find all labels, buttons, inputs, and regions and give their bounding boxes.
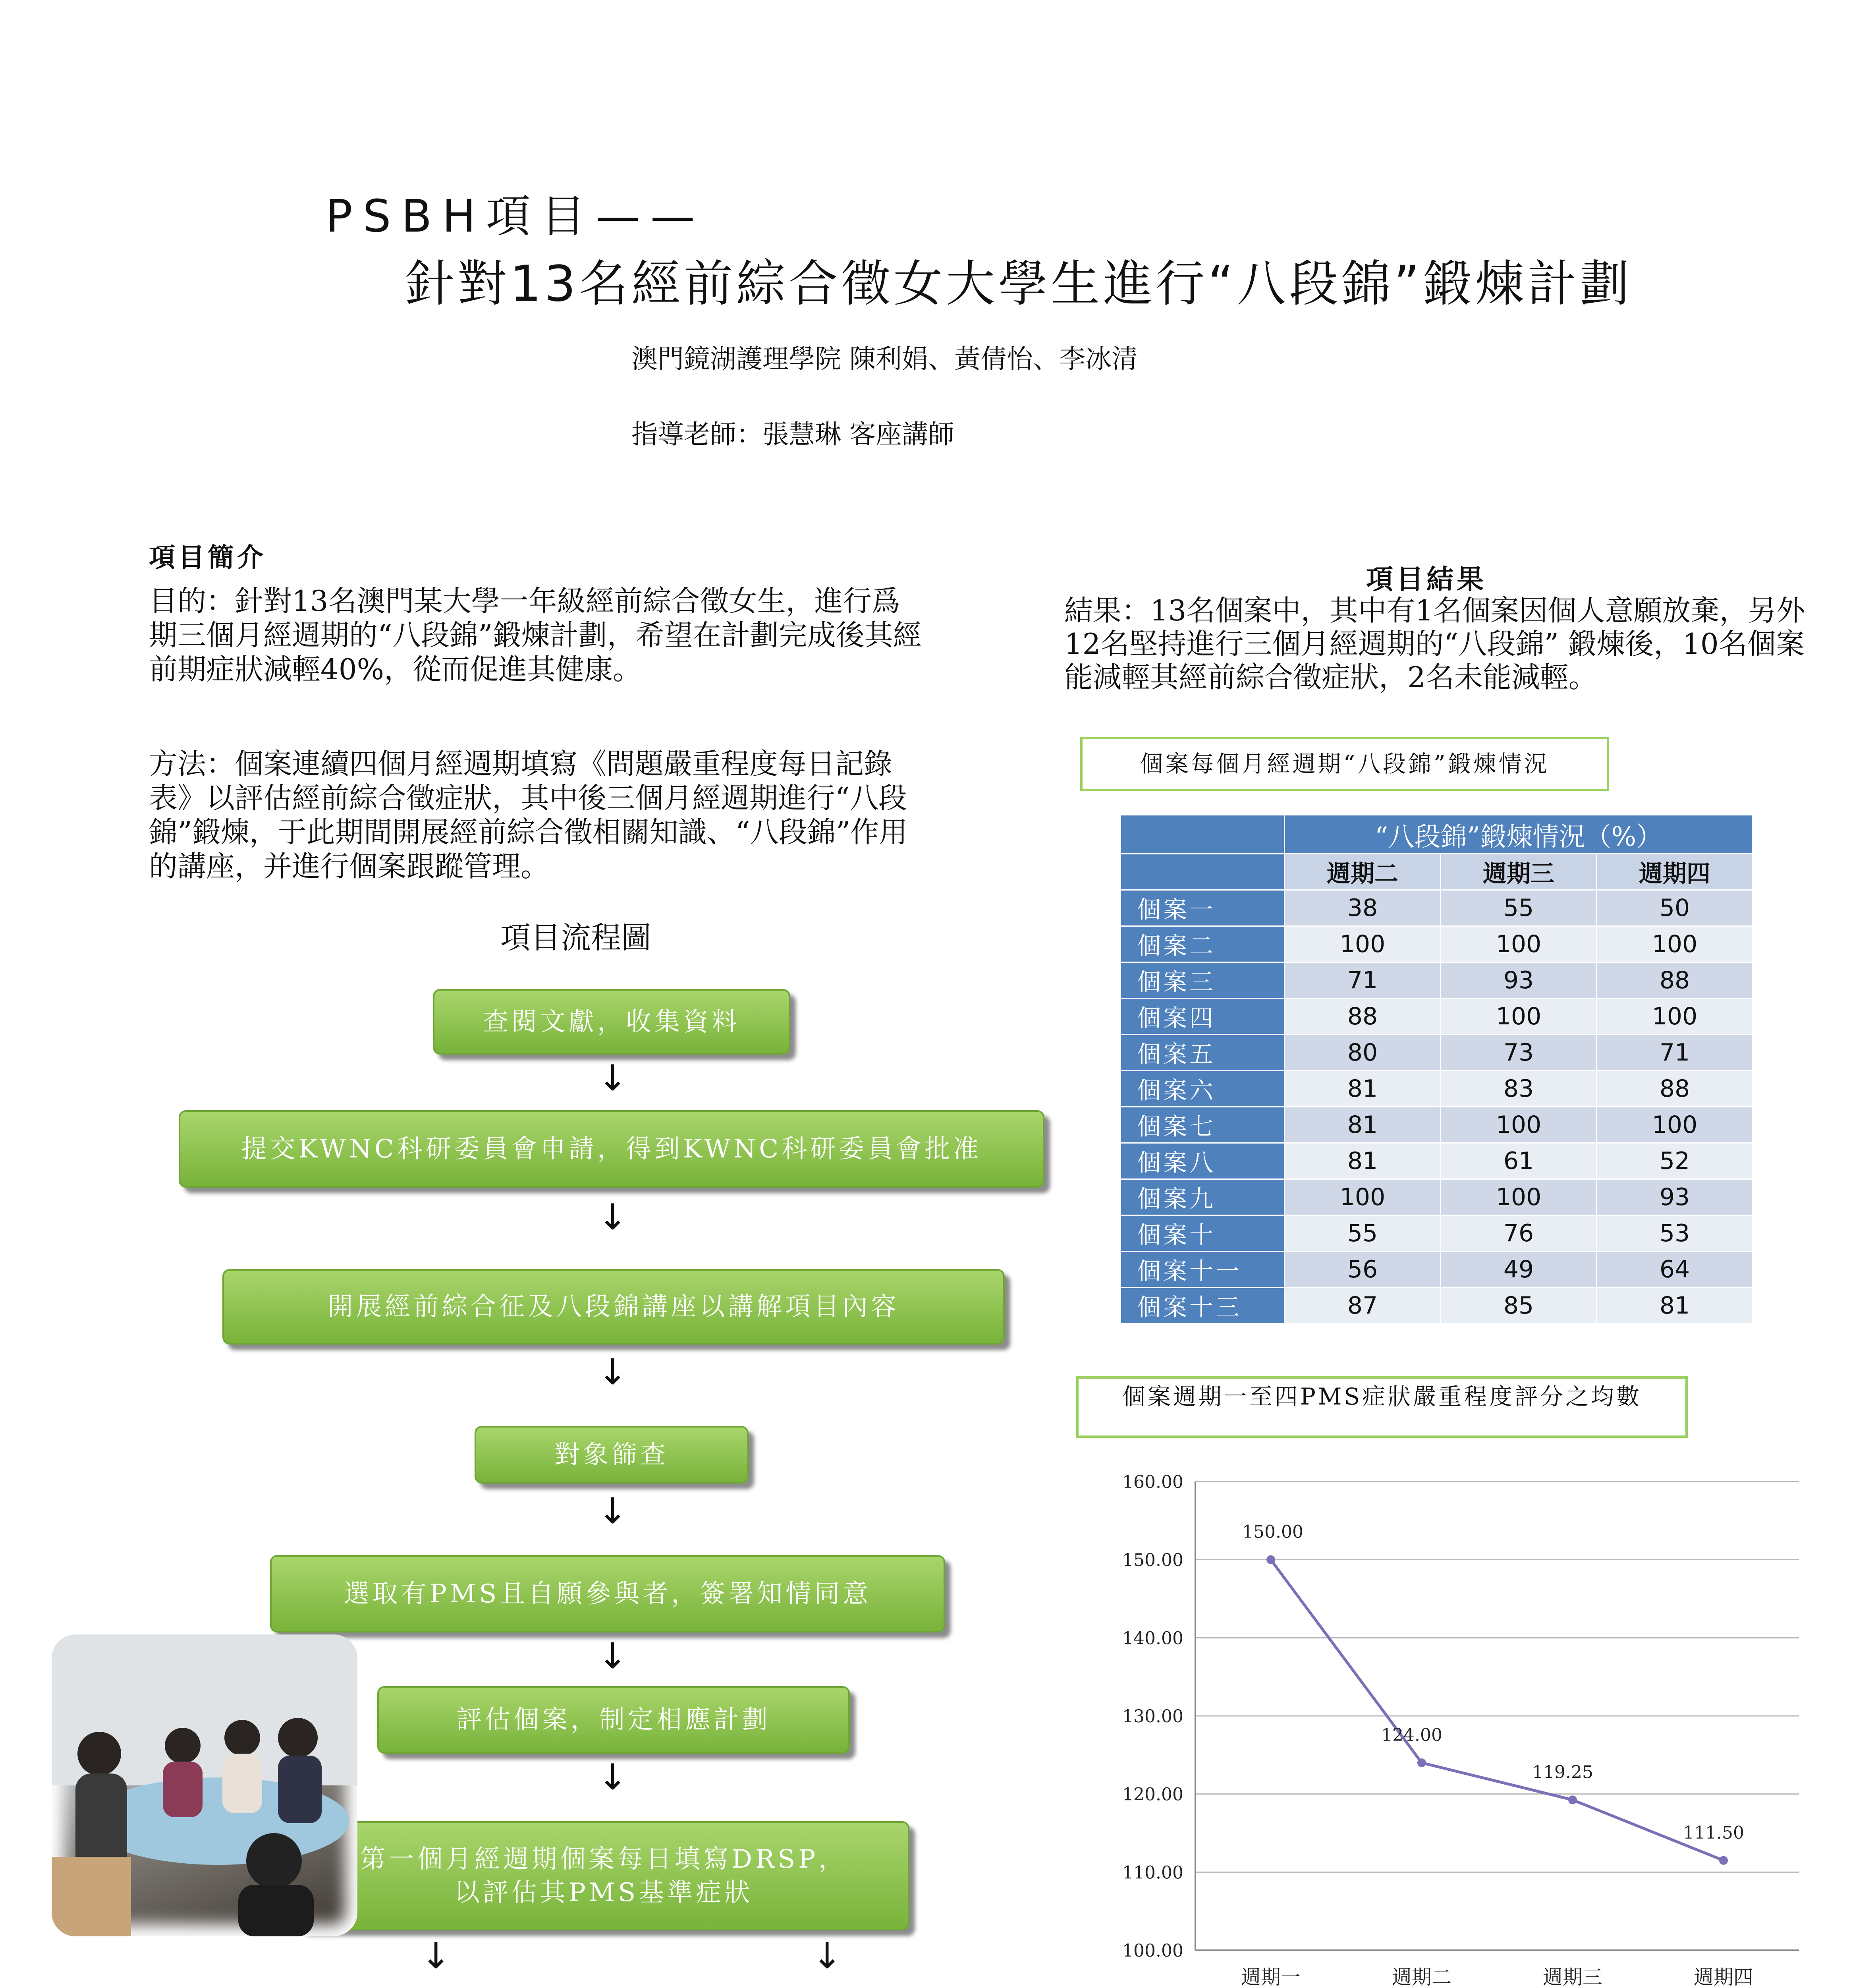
- table-cell: 100: [1597, 1107, 1753, 1143]
- row-label: 個案七: [1121, 1107, 1285, 1143]
- data-label: 124.00: [1381, 1725, 1442, 1745]
- flow-arrow: ↓: [598, 1635, 628, 1677]
- pms-line-chart: [1096, 1446, 1811, 1986]
- exercise-table: [1120, 814, 1753, 1324]
- title-line-2: 針對13名經前綜合徵女大學生進行“八段錦”鍛煉計劃: [405, 255, 1633, 313]
- flow-step-baseline-line1: 第一個月經週期個案每日填寫DRSP，: [360, 1844, 847, 1874]
- table-caption: 個案每個月經週期“八段錦”鍛煉情況: [1080, 737, 1609, 791]
- table-cell: 100: [1285, 926, 1441, 962]
- table-row: [1121, 1035, 1753, 1071]
- table-cell: 55: [1285, 1215, 1441, 1252]
- x-tick-label: 週期一: [1241, 1966, 1301, 1986]
- table-col-header: 週期三: [1441, 854, 1597, 890]
- table-row: [1121, 1252, 1753, 1288]
- table-cell: 88: [1285, 999, 1441, 1035]
- data-point: [1568, 1795, 1577, 1804]
- row-label: 個案十三: [1121, 1288, 1285, 1324]
- photo-meeting: [52, 1634, 357, 1936]
- table-col-header: 週期二: [1285, 854, 1441, 890]
- table-cell: 80: [1285, 1035, 1441, 1071]
- table-cell: 81: [1285, 1107, 1441, 1143]
- table-cell: 93: [1597, 1179, 1753, 1215]
- photo-meeting-figures: [52, 1634, 357, 1936]
- intro-purpose: 目的：針對13名澳門某大學一年級經前綜合徵女生，進行爲期三個月經週期的“八段錦”鍛煉計劃，希望在計劃完成後其經前期症狀減輕40%，從而促進其健康。: [149, 584, 922, 686]
- table-cell: 81: [1597, 1288, 1753, 1324]
- flow-step-lecture: 開展經前綜合征及八段錦講座以講解項目內容: [222, 1269, 1005, 1345]
- table-row: [1121, 962, 1753, 999]
- table-cell: 100: [1597, 926, 1753, 962]
- flow-step-screening: 對象篩查: [475, 1426, 749, 1484]
- flow-step-baseline: [298, 1821, 909, 1930]
- table-cell: 76: [1441, 1215, 1597, 1252]
- table-cell: 87: [1285, 1288, 1441, 1324]
- flow-arrow: ↓: [812, 1935, 842, 1977]
- flow-arrow: ↓: [598, 1196, 628, 1238]
- y-tick-label: 130.00: [1122, 1706, 1183, 1727]
- table-row: [1121, 926, 1753, 962]
- table-cell: 50: [1597, 890, 1753, 926]
- table-cell: 71: [1597, 1035, 1753, 1071]
- y-tick-label: 150.00: [1122, 1550, 1183, 1571]
- table-row: [1121, 1107, 1753, 1143]
- flow-arrow: ↓: [598, 1057, 628, 1099]
- table-corner-2: [1121, 854, 1285, 890]
- table-cell: 73: [1441, 1035, 1597, 1071]
- flow-step-committee: 提交KWNC科研委員會申請，得到KWNC科研委員會批准: [179, 1110, 1044, 1188]
- table-cell: 83: [1441, 1071, 1597, 1107]
- table-row: [1121, 999, 1753, 1035]
- table-cell: 55: [1441, 890, 1597, 926]
- table-row: [1121, 1288, 1753, 1324]
- table-row: [1121, 1143, 1753, 1179]
- flow-step-consent: 選取有PMS且自願參與者，簽署知情同意: [270, 1555, 945, 1632]
- table-cell: 100: [1441, 999, 1597, 1035]
- chart-caption: 個案週期一至四PMS症狀嚴重程度評分之均數: [1076, 1376, 1688, 1438]
- table-cell: 93: [1441, 962, 1597, 999]
- x-tick-label: 週期三: [1543, 1966, 1602, 1986]
- table-cell: 81: [1285, 1143, 1441, 1179]
- series-line: [1271, 1560, 1724, 1860]
- table-cell: 100: [1441, 926, 1597, 962]
- data-point: [1719, 1856, 1728, 1865]
- table-cell: 88: [1597, 962, 1753, 999]
- data-label: 119.25: [1532, 1762, 1593, 1783]
- authors: 澳門鏡湖護理學院 陳利娟、黃倩怡、李冰清: [631, 344, 1138, 374]
- flow-step-literature: 查閱文獻，收集資料: [433, 989, 790, 1055]
- row-label: 個案五: [1121, 1035, 1285, 1071]
- flow-arrow: ↓: [421, 1935, 451, 1977]
- table-cell: 71: [1285, 962, 1441, 999]
- flow-step-assess: 評估個案，制定相應計劃: [377, 1686, 850, 1754]
- table-row: [1121, 1179, 1753, 1215]
- flow-arrow: ↓: [598, 1490, 628, 1532]
- intro-heading: 項目簡介: [149, 542, 266, 573]
- table-cell: 81: [1285, 1071, 1441, 1107]
- advisor: 指導老師：張慧琳 客座講師: [631, 419, 954, 450]
- table-cell: 100: [1441, 1107, 1597, 1143]
- table-cell: 53: [1597, 1215, 1753, 1252]
- flow-arrow: ↓: [598, 1756, 628, 1798]
- row-label: 個案十: [1121, 1215, 1285, 1252]
- table-cell: 38: [1285, 890, 1441, 926]
- results-text: 結果：13名個案中，其中有1名個案因個人意願放棄，另外12名堅持進行三個月經週期的“八段錦” 鍛煉後，10名個案能減輕其經前綜合徵症狀，2名未能減輕。: [1064, 594, 1805, 694]
- table-cell: 64: [1597, 1252, 1753, 1288]
- table-cell: 100: [1441, 1179, 1597, 1215]
- y-tick-label: 100.00: [1122, 1941, 1183, 1961]
- table-cell: 61: [1441, 1143, 1597, 1179]
- title-line-1: PSBH項目——: [326, 191, 705, 242]
- table-cell: 85: [1441, 1288, 1597, 1324]
- y-tick-label: 120.00: [1122, 1784, 1183, 1805]
- y-tick-label: 140.00: [1122, 1628, 1183, 1649]
- y-tick-label: 160.00: [1122, 1472, 1183, 1492]
- row-label: 個案三: [1121, 962, 1285, 999]
- table-row: [1121, 890, 1753, 926]
- table-cell: 88: [1597, 1071, 1753, 1107]
- data-point: [1266, 1555, 1275, 1564]
- data-label: 111.50: [1683, 1822, 1744, 1843]
- table-cell: 100: [1285, 1179, 1441, 1215]
- row-label: 個案一: [1121, 890, 1285, 926]
- row-label: 個案十一: [1121, 1252, 1285, 1288]
- row-label: 個案八: [1121, 1143, 1285, 1179]
- table-cell: 52: [1597, 1143, 1753, 1179]
- table-col-header: 週期四: [1597, 854, 1753, 890]
- results-heading: 項目結果: [1366, 564, 1487, 595]
- y-tick-label: 110.00: [1122, 1862, 1183, 1883]
- flow-step-baseline-line2: 以評估其PMS基準症狀: [454, 1878, 753, 1907]
- intro-method: 方法：個案連續四個月經週期填寫《問題嚴重程度每日記錄表》以評估經前綜合徵症狀，其中後三個月經週期進行“八段錦”鍛煉，于此期間開展經前綜合徵相關知識、“八段錦”作用的講座，并進行個案跟蹤管理。: [149, 747, 908, 883]
- flow-title: 項目流程圖: [500, 920, 651, 955]
- table-row: [1121, 1215, 1753, 1252]
- table-cell: 100: [1597, 999, 1753, 1035]
- table-cell: 49: [1441, 1252, 1597, 1288]
- data-label: 150.00: [1242, 1522, 1303, 1542]
- row-label: 個案六: [1121, 1071, 1285, 1107]
- row-label: 個案二: [1121, 926, 1285, 962]
- x-tick-label: 週期四: [1694, 1966, 1753, 1986]
- row-label: 個案九: [1121, 1179, 1285, 1215]
- flow-arrow: ↓: [598, 1351, 628, 1393]
- table-cell: 56: [1285, 1252, 1441, 1288]
- x-tick-label: 週期二: [1392, 1966, 1451, 1986]
- data-point: [1417, 1758, 1426, 1767]
- table-corner: [1121, 815, 1285, 854]
- row-label: 個案四: [1121, 999, 1285, 1035]
- table-row: [1121, 1071, 1753, 1107]
- table-title: “八段錦”鍛煉情況（%）: [1285, 815, 1753, 854]
